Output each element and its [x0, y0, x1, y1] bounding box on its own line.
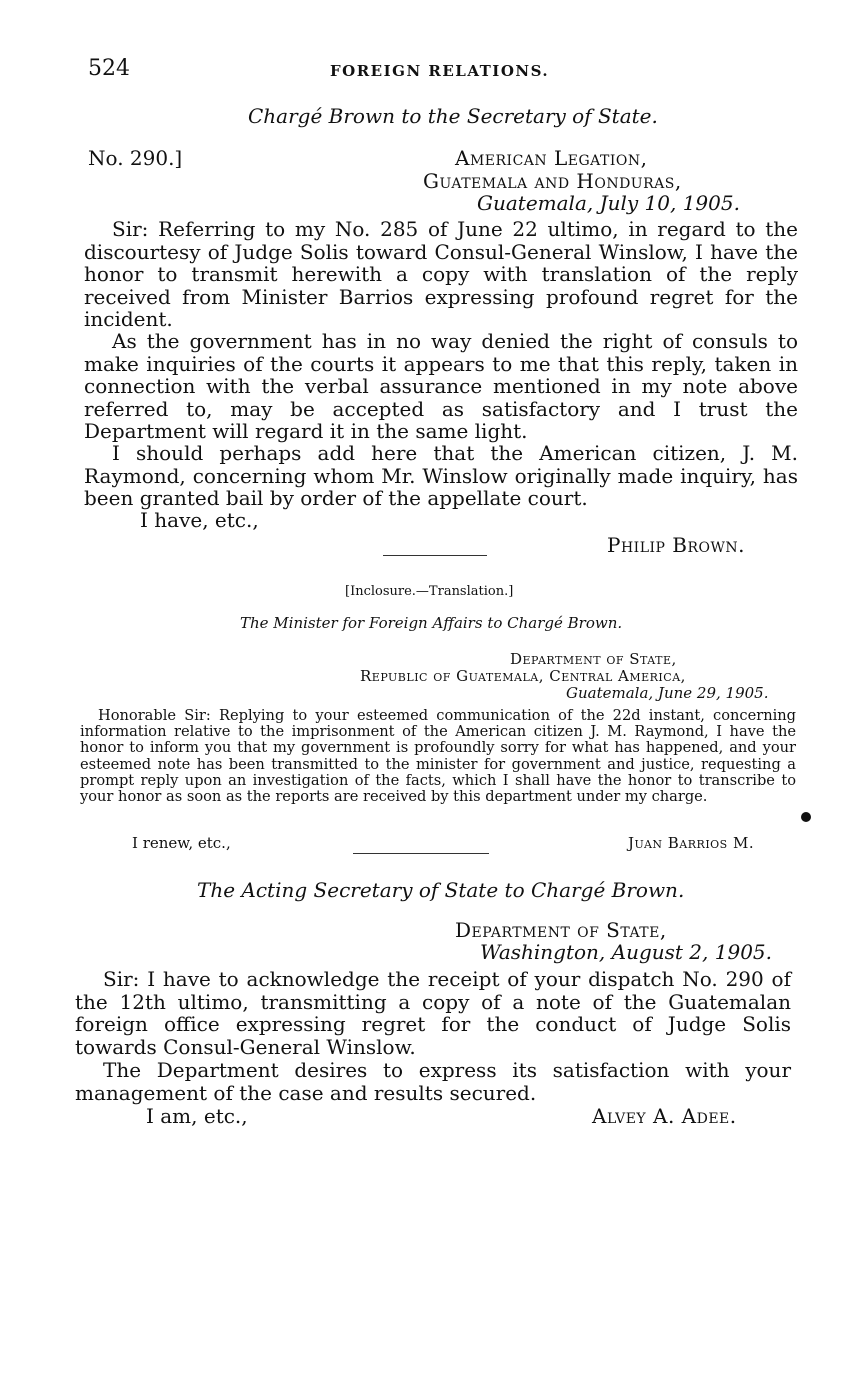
section-divider	[383, 555, 487, 556]
letter2-paragraph: The Department desires to express its satisfaction with your management of the case and results secured.	[75, 1058, 791, 1105]
letter1-number: No. 290.]	[88, 146, 183, 170]
inclosure-paragraph: Honorable Sir: Replying to your esteemed communication of the 22d instant, concerning information relative to the imprisonment of the American citizen J. M. Raymond, I have the honor to inform you that my government is profoundly sorry for what has happened, and your esteemed note has been transmitted to the minister for government and justice, requesting a prompt reply upon an investigation of the facts, which I shall have the honor to transcribe to your honor as soon as the reports are received by this department under my charge.	[80, 707, 796, 806]
letter2-title: The Acting Secretary of State to Chargé Brown.	[197, 878, 685, 902]
letter2-dateline: Washington, August 2, 1905.	[480, 940, 773, 964]
inclosure-title: The Minister for Foreign Affairs to Chargé Brown.	[240, 614, 623, 632]
page-number: 524	[88, 56, 130, 81]
letter1-paragraph: As the government has in no way denied the right of consuls to make inquiries of the courts it appears to me that this reply, taken in connection with the verbal assurance mentioned in my note above referred to, may be accepted as satisfactory and I trust the Department will regard it in the same light.	[84, 329, 798, 443]
letter1-closing: I have, etc.,	[140, 508, 259, 532]
letter1-title: Chargé Brown to the Secretary of State.	[248, 104, 658, 128]
inclosure-closing: I renew, etc.,	[132, 834, 231, 852]
letter1-paragraph: I should perhaps add here that the American citizen, J. M. Raymond, concerning whom Mr. Winslow originally made inquiry, has been granted bail by order of the appellate court.	[84, 441, 798, 510]
letter2-paragraph: Sir: I have to acknowledge the receipt of your dispatch No. 290 of the 12th ultimo, transmitting a copy of a note of the Guatemalan foreign office expressing regret for the conduct of Judge Solis towards Consul-General Winslow.	[75, 967, 791, 1059]
letter1-signature: Philip Brown.	[607, 533, 746, 557]
letter2-signature: Alvey A. Adee.	[592, 1104, 737, 1128]
inclosure-label: [Inclosure.—Translation.]	[345, 584, 514, 599]
section-divider	[353, 853, 489, 854]
running-title: FOREIGN RELATIONS.	[330, 62, 550, 80]
letter1-paragraph: Sir: Referring to my No. 285 of June 22 ultimo, in regard to the discourtesy of Judge Solis toward Consul-General Winslow, I have the honor to transmit herewith a copy with translation of the reply received from Minister Barrios expressing profound regret for the incident.	[84, 217, 798, 331]
inclosure-signature: Juan Barrios M.	[628, 834, 755, 852]
letter2-closing: I am, etc.,	[146, 1104, 248, 1128]
letter2-address-line: Department of State,	[455, 918, 667, 942]
letter1-dateline: Guatemala, July 10, 1905.	[477, 191, 740, 215]
letter1-address-line: American Legation,	[455, 146, 648, 170]
inclosure-address-line: Department of State,	[510, 650, 677, 668]
inclosure-dateline: Guatemala, June 29, 1905.	[566, 684, 769, 702]
letter1-address-line: Guatemala and Honduras,	[423, 169, 682, 193]
margin-dot	[801, 812, 811, 822]
inclosure-address-line: Republic of Guatemala, Central America,	[360, 667, 686, 685]
